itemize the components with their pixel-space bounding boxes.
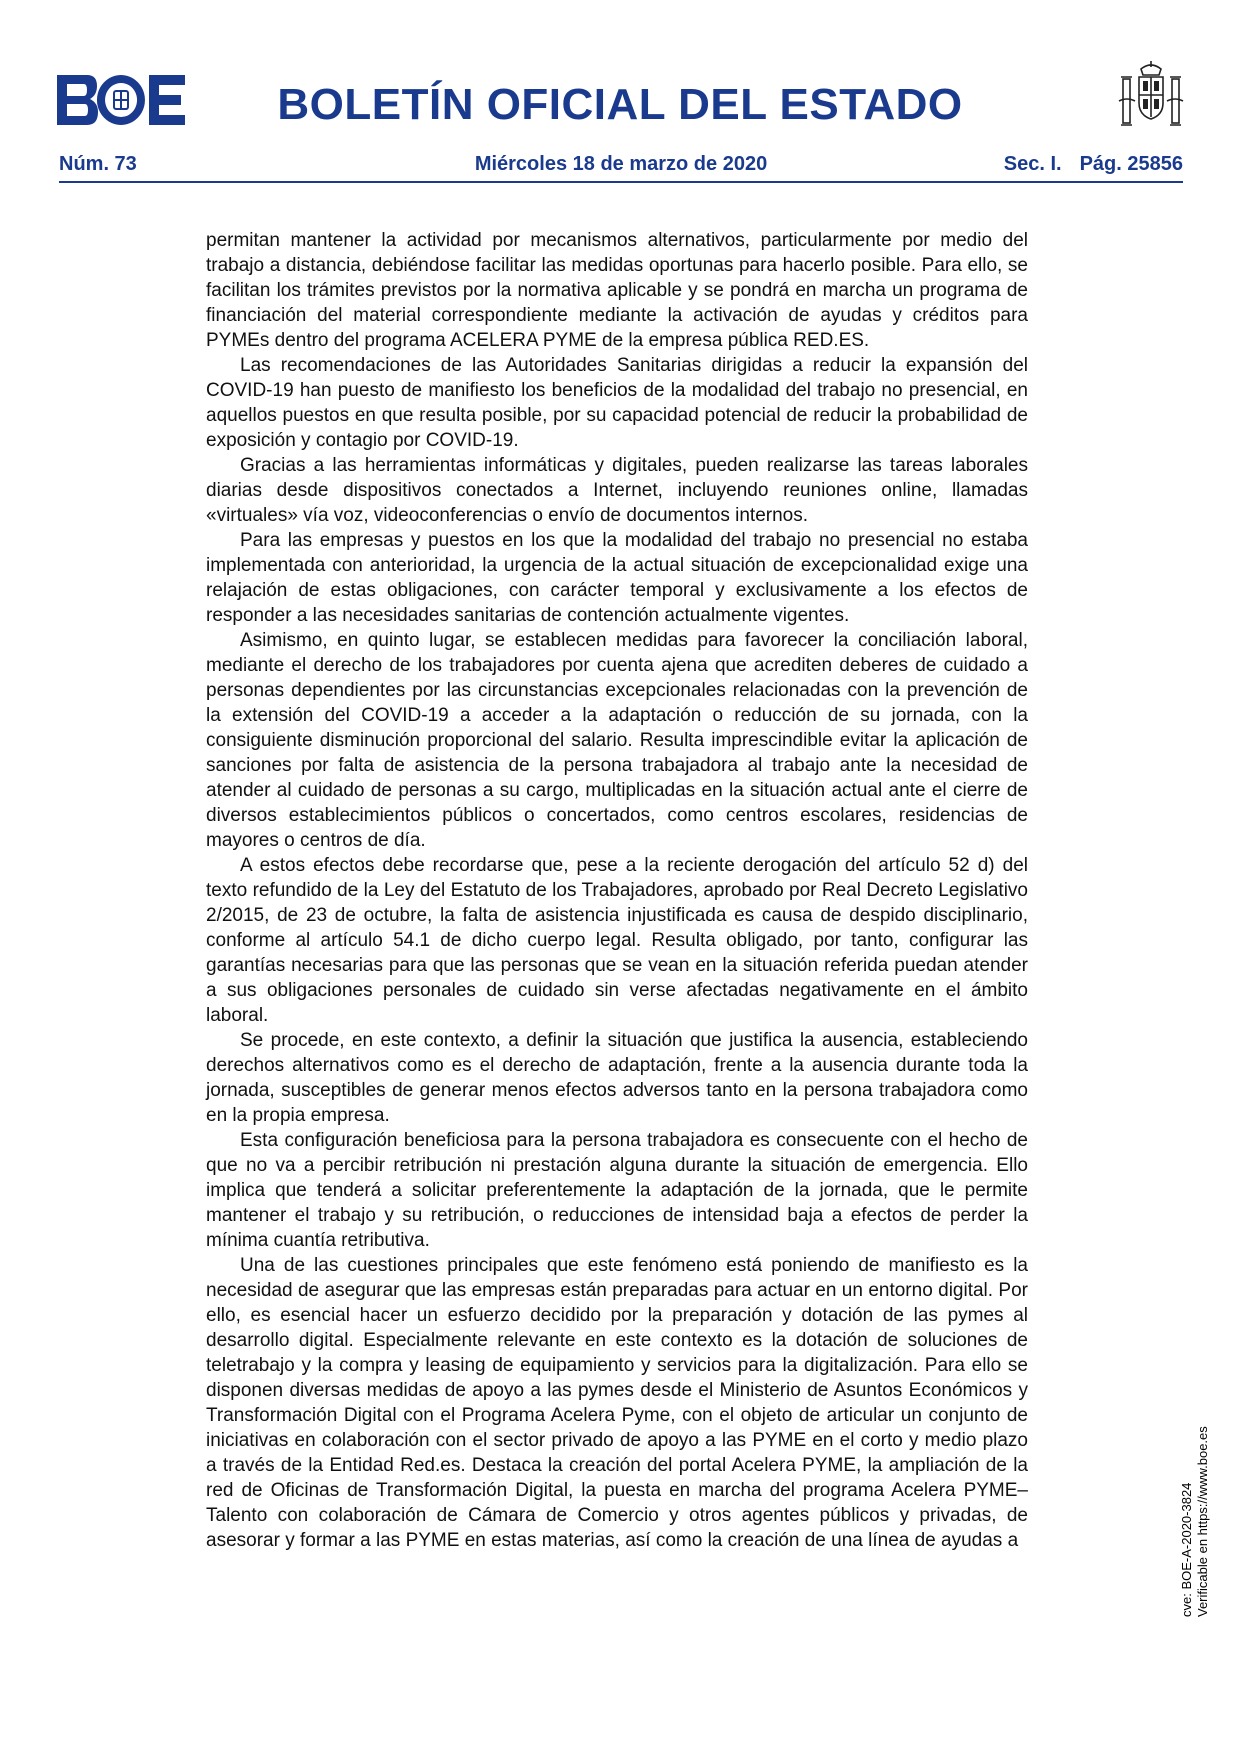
body-paragraph: Gracias a las herramientas informáticas y digitales, pueden realizarse las tareas laborales diarias desde dispositivos conectados a Internet, incluyendo reuniones online, llamadas «virtuales» vía voz, videoconferencias o envío de documentos internos.: [206, 455, 1028, 526]
cve-code: cve: BOE-A-2020-3824: [1179, 1482, 1194, 1617]
document-body: [206, 228, 1028, 1553]
verification-note: [1179, 1357, 1213, 1617]
body-paragraph: permitan mantener la actividad por mecanismos alternativos, particularmente por medio del trabajo a distancia, debiéndose facilitar las medidas oportunas para hacerlo posible. Para ello, se facilitan los trámites previstos por la normativa aplicable y se pondrá en marcha un programa de financiación del material correspondiente mediante la activación de ayudas y créditos para PYMEs dentro del programa ACELERA PYME de la empresa pública RED.ES.: [206, 230, 1028, 351]
body-paragraph: Una de las cuestiones principales que este fenómeno está poniendo de manifiesto es la necesidad de asegurar que las empresas están preparadas para actuar en un entorno digital. Por ello, es esencial hacer un esfuerzo decidido por la preparación y dotación de las pymes al desarrollo digital. Especialmente relevante en este contexto es la dotación de soluciones de teletrabajo y la compra y leasing de equipamiento y servicios para la digitalización. Para ello se disponen diversas medidas de apoyo a las pymes desde el Ministerio de Asuntos Económicos y Transformación Digital con el Programa Acelera Pyme, con el objeto de articular un conjunto de iniciativas en colaboración con el sector privado de apoyo a las PYME en el corto y medio plazo a través de la Entidad Red.es. Destaca la creación del portal Acelera PYME, la ampliación de la red de Oficinas de Transformación Digital, la puesta en marcha del programa Acelera PYME–Talento con colaboración de Cámara de Comercio y otros agentes públicos y privadas, de asesorar y formar a las PYME en estas materias, así como la creación de una línea de ayudas a: [206, 1255, 1028, 1551]
section-label: Sec. I.: [1003, 153, 1062, 175]
page-number: Pág. 25856: [1079, 153, 1183, 175]
body-paragraph: Se procede, en este contexto, a definir la situación que justifica la ausencia, estableciendo derechos alternativos como es el derecho de adaptación, frente a la ausencia durante toda la jornada, susceptibles de generar menos efectos adversos tanto en la persona trabajadora como en la propia empresa.: [206, 1030, 1028, 1126]
issue-header: [59, 152, 1183, 176]
body-paragraph: Las recomendaciones de las Autoridades Sanitarias dirigidas a reducir la expansión del COVID-19 han puesto de manifiesto los beneficios de la modalidad del trabajo no presencial, en aquellos puestos en que resulta posible, por su capacidad potencial de reducir la probabilidad de exposición y contagio por COVID-19.: [206, 355, 1028, 451]
masthead: [0, 0, 1240, 190]
section-and-page: [1004, 152, 1183, 176]
publication-title: BOLETÍN OFICIAL DEL ESTADO: [277, 80, 963, 129]
header-divider: [59, 181, 1183, 183]
coat-of-arms-icon: [1117, 59, 1185, 131]
verification-link[interactable]: Verificable en https://www.boe.es: [1195, 1426, 1210, 1617]
body-paragraph: A estos efectos debe recordarse que, pese a la reciente derogación del artículo 52 d) del texto refundido de la Ley del Estatuto de los Trabajadores, aprobado por Real Decreto Legislativo 2/2015, de 23 de octubre, la falta de asistencia injustificada es causa de despido disciplinario, conforme al artículo 54.1 de dicho cuerpo legal. Resulta obligado, por tanto, configurar las garantías necesarias para que las personas que se vean en la situación referida puedan atender a sus obligaciones personales de cuidado sin verse afectadas negativamente en el ámbito laboral.: [206, 855, 1028, 1026]
issue-date: Miércoles 18 de marzo de 2020: [474, 153, 768, 175]
body-paragraph: Esta configuración beneficiosa para la persona trabajadora es consecuente con el hecho de que no va a percibir retribución ni prestación alguna durante la situación de emergencia. Ello implica que tenderá a solicitar preferentemente la adaptación de la jornada, que le permite mantener el trabajo y su retribución, o reducciones de intensidad baja a efectos de perder la mínima cuantía retributiva.: [206, 1130, 1028, 1251]
body-paragraph: Asimismo, en quinto lugar, se establecen medidas para favorecer la conciliación laboral, mediante el derecho de los trabajadores por cuenta ajena que acrediten deberes de cuidado a personas dependientes por las circunstancias excepcionales relacionadas con la prevención de la extensión del COVID-19 a acceder a la adaptación o reducción de su jornada, con la consiguiente disminución proporcional del salario. Resulta imprescindible evitar la aplicación de sanciones por falta de asistencia de la persona trabajadora al trabajo ante la necesidad de atender al cuidado de personas a su cargo, multiplicadas en la situación actual ante el cierre de diversos establecimientos públicos o concertados, como centros escolares, residencias de mayores o centros de día.: [206, 630, 1028, 851]
body-paragraph: Para las empresas y puestos en los que la modalidad del trabajo no presencial no estaba implementada con anterioridad, la urgencia de la actual situación de excepcionalidad exige una relajación de estas obligaciones, con carácter temporal y exclusivamente a los efectos de responder a las necesidades sanitarias de contención actualmente vigentes.: [206, 530, 1028, 626]
issue-number: Núm. 73: [59, 153, 137, 175]
